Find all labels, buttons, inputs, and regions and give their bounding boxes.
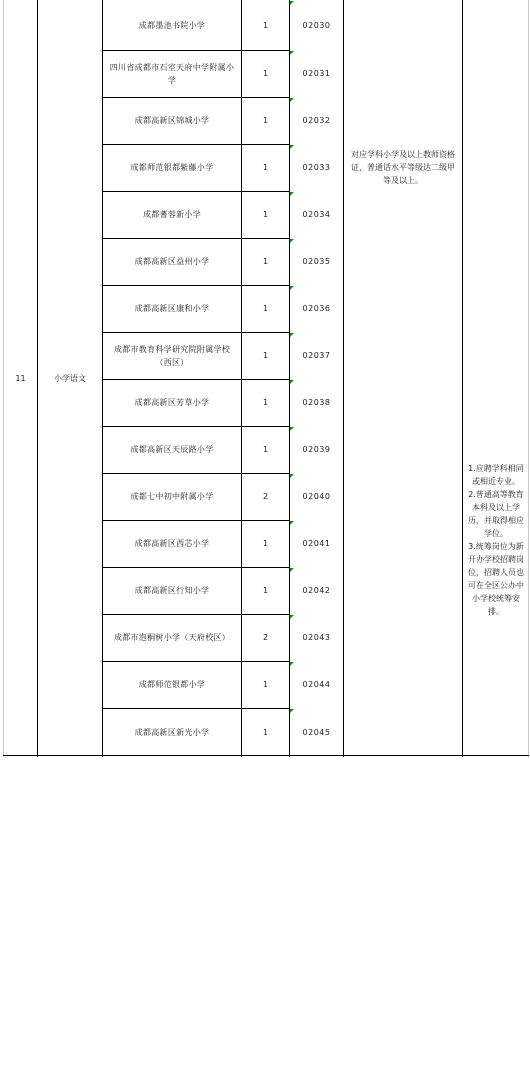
cell-comment-marker-icon <box>290 474 294 478</box>
hire-count-cell: 1 <box>262 257 269 266</box>
requirement-cell-right: 1.应聘学科相同或相近专业。 2.普通高等教育本科及以上学历，并取得相应学位。 3.统筹岗位为新开办学校招聘岗位，招聘人员也可在全区公办中小学校统筹安排。 <box>468 464 524 616</box>
position-code-cell: 02038 <box>302 398 331 407</box>
school-name-cell: 成都高新区锦城小学 <box>134 116 210 125</box>
school-name-cell: 成都市教育科学研究院附属学校（西区） <box>113 344 231 367</box>
row-divider <box>102 285 290 286</box>
grid-line <box>343 0 344 757</box>
row-divider <box>102 661 290 662</box>
hire-count-cell: 1 <box>262 69 269 78</box>
school-name-cell: 成都高新区芳草小学 <box>134 398 210 407</box>
school-name-cell: 成都高新区行知小学 <box>134 586 210 595</box>
row-divider <box>102 144 290 145</box>
school-name-cell: 成都高新区康和小学 <box>134 304 210 313</box>
hire-count-cell: 1 <box>262 210 269 219</box>
position-code-cell: 02037 <box>302 351 331 360</box>
position-code-cell: 02044 <box>302 680 331 689</box>
cell-comment-marker-icon <box>290 98 294 102</box>
school-name-cell: 四川省成都市石室天府中学附属小学 <box>109 62 235 85</box>
position-code-cell: 02042 <box>302 586 331 595</box>
position-code-cell: 02035 <box>302 257 331 266</box>
requirement-cell-top: 对应学科小学及以上教师资格证，普通话水平等级达二级甲等及以上。 <box>351 150 455 185</box>
cell-comment-marker-icon <box>290 333 294 337</box>
subject-cell: 小学语文 <box>54 374 86 383</box>
position-code-cell: 02032 <box>302 116 331 125</box>
grid-line <box>528 0 529 757</box>
cell-comment-marker-icon <box>290 239 294 243</box>
hire-count-cell: 1 <box>262 304 269 313</box>
hire-count-cell: 2 <box>262 633 269 642</box>
row-divider <box>102 332 290 333</box>
row-divider <box>102 191 290 192</box>
cell-comment-marker-icon <box>290 615 294 619</box>
school-name-cell: 成都七中初中附属小学 <box>130 492 214 501</box>
hire-count-cell: 1 <box>262 728 269 737</box>
hire-count-cell: 1 <box>262 586 269 595</box>
row-divider <box>102 708 290 709</box>
group-number: 11 <box>15 374 26 383</box>
position-code-cell: 02030 <box>302 20 331 30</box>
cell-comment-marker-icon <box>290 709 294 713</box>
school-name-cell: 成都高新区天辰路小学 <box>130 445 214 454</box>
position-code-cell: 02036 <box>302 304 331 313</box>
cell-comment-marker-icon <box>290 427 294 431</box>
position-code-cell: 02040 <box>302 492 331 501</box>
school-name-cell: 成都市泡桐树小学（天府校区） <box>113 633 231 642</box>
row-divider <box>102 614 290 615</box>
row-divider <box>102 473 290 474</box>
school-name-cell: 成都高新区西芯小学 <box>134 539 210 548</box>
hire-count-cell: 1 <box>262 116 269 125</box>
grid-line <box>462 0 463 757</box>
hire-count-cell: 1 <box>262 539 269 548</box>
hire-count-cell: 1 <box>262 351 269 360</box>
position-code-cell: 02034 <box>302 210 331 219</box>
cell-comment-marker-icon <box>290 145 294 149</box>
hire-count-cell: 2 <box>262 492 269 501</box>
row-divider <box>102 567 290 568</box>
cell-comment-marker-icon <box>290 286 294 290</box>
hire-count-cell: 1 <box>262 445 269 454</box>
row-divider <box>102 238 290 239</box>
position-code-cell: 02039 <box>302 445 331 454</box>
cell-comment-marker-icon <box>290 568 294 572</box>
cell-comment-marker-icon <box>290 51 294 55</box>
cell-comment-marker-icon <box>290 521 294 525</box>
position-code-cell: 02033 <box>302 163 331 172</box>
school-name-cell: 成都墨池书院小学 <box>138 20 206 30</box>
cell-comment-marker-icon <box>290 662 294 666</box>
hire-count-cell: 1 <box>262 163 269 172</box>
row-divider <box>102 520 290 521</box>
position-code-cell: 02031 <box>302 69 331 78</box>
school-name-cell: 成都高新区益州小学 <box>134 257 210 266</box>
school-name-cell: 成都师范银都紫藤小学 <box>130 163 214 172</box>
position-code-cell: 02041 <box>302 539 331 548</box>
hire-count-cell: 1 <box>262 680 269 689</box>
school-name-cell: 成都蓍蓉新小学 <box>142 210 202 219</box>
row-divider <box>102 50 290 51</box>
cell-comment-marker-icon <box>290 1 294 5</box>
row-divider <box>102 426 290 427</box>
position-code-cell: 02043 <box>302 633 331 642</box>
row-divider <box>102 379 290 380</box>
cell-comment-marker-icon <box>290 192 294 196</box>
school-name-cell: 成都高新区新光小学 <box>134 728 210 737</box>
position-code-cell: 02045 <box>302 728 331 737</box>
hire-count-cell: 1 <box>262 20 269 30</box>
school-name-cell: 成都师范银都小学 <box>138 680 206 689</box>
cell-comment-marker-icon <box>290 380 294 384</box>
row-divider <box>102 97 290 98</box>
hire-count-cell: 1 <box>262 398 269 407</box>
